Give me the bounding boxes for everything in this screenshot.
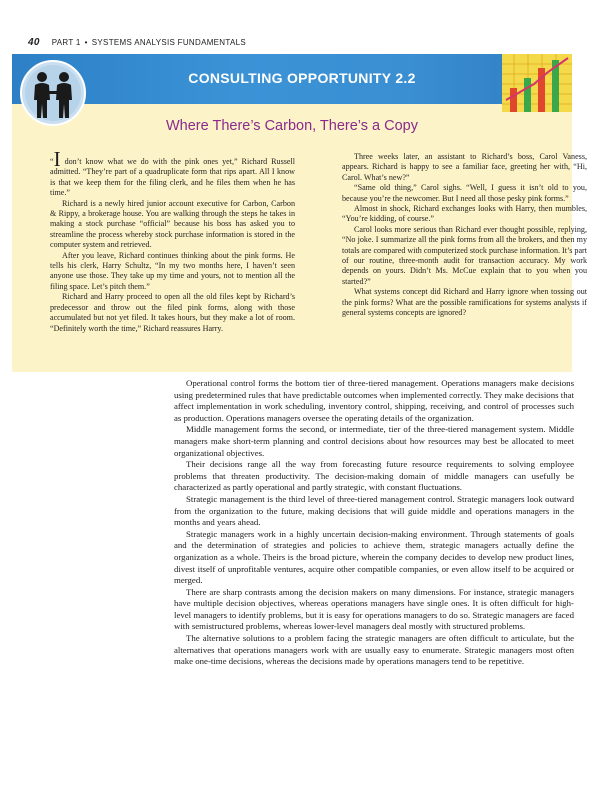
separator-bullet: • <box>84 37 88 47</box>
case-paragraph <box>50 147 295 199</box>
body-paragraph: There are sharp contrasts among the decision makers on many dimensions. For instance, strategic managers have multiple decision objectives, whereas operations managers have single ones. It is often difficult for high-level managers to identify problems, but it is easy for operations managers to do so. Strategic managers are faced with semistructured problems, whereas lower-level managers deal mostly with structured problems. <box>174 586 574 632</box>
opening-quote: “ <box>50 157 54 166</box>
drop-cap: I <box>53 147 61 171</box>
section-name: SYSTEMS ANALYSIS FUNDAMENTALS <box>91 37 246 47</box>
bar-graph-decoration-icon <box>502 54 572 112</box>
box-subtitle: Where There’s Carbon, There’s a Copy <box>165 118 418 134</box>
case-paragraph: Carol looks more serious than Richard ever thought possible, replying, “No joke. I summarize all the pink forms from all the brokers, and then my totals are compared with computerized stock purchase information. It’s part of our routine, three-month audit for transaction accuracy. My work depends on yours. Didn’t Ms. McCue explain that to you when you started?” <box>342 224 587 286</box>
part-label <box>52 38 246 47</box>
part-number: PART 1 <box>51 37 81 47</box>
case-paragraph: Three weeks later, an assistant to Richard’s boss, Carol Vaness, appears. Richard is happy to see a familiar face, greeting her with, “Hi, Carol. What’s new?” <box>342 152 587 182</box>
case-paragraph: Almost in shock, Richard exchanges looks with Harry, then mumbles, “You’re kidding, of course.” <box>342 204 587 224</box>
consultants-handshake-icon <box>20 60 86 126</box>
main-body-text <box>174 378 574 668</box>
body-paragraph: The alternative solutions to a problem facing the strategic managers are often difficult to articulate, but the alternatives that operations managers work with are usually easy to enumerate. Strategic managers most often make one-time decisions, whereas the decisions made by operations managers tend to be repetitive. <box>174 633 574 667</box>
case-left-column <box>50 147 295 334</box>
case-question: What systems concept did Richard and Harry ignore when tossing out the pink forms? What are the possible ramifications for systems analysts if general systems concepts are ignored? <box>342 287 587 318</box>
body-paragraph: Strategic management is the third level of three-tiered management control. Strategic managers look outward from the organization to the future, making decisions that will guide middle and operations managers in the months and years ahead. <box>174 493 574 528</box>
case-right-column <box>342 152 587 319</box>
header-band <box>12 54 572 104</box>
case-paragraph: Richard is a newly hired junior account executive for Carbon, Carbon & Rippy, a brokerage house. You are walking through the steps he takes in making a stock purchase “official” because his boss has asked you to streamline the process whereby stock purchase information is stored in the computer system and retrieved. <box>50 198 295 250</box>
case-paragraph: “Same old thing,” Carol sighs. “Well, I guess it isn’t old to you, because you’re the newcomer. But I need all those pesky pink forms.” <box>342 183 587 203</box>
body-paragraph: Operational control forms the bottom tier of three-tiered management. Operations managers make decisions using predetermined rules that have predictable outcomes when implemented correctly. They make decisions that affect implementation in work scheduling, inventory control, shipping, receiving, and control of processes such as production. Operations managers oversee the operating details of the organization. <box>174 378 574 423</box>
first-paragraph-text: don’t know what we do with the pink ones yet,” Richard Russell admitted. “They’re part of a quadruplicate form that rips apart. All I know is that we keep them for the filing clerk, and he files them when he has time.” <box>50 157 295 198</box>
body-paragraph: Their decisions range all the way from forecasting future resource requirements to solving employee problems that threaten productivity. The decision-making domain of middle managers can usefully be characterized as partly operational and partly strategic, with constant fluctuations. <box>174 459 574 493</box>
case-paragraph: Richard and Harry proceed to open all the old files kept by Richard’s predecessor and throw out the filed pink forms, along with those accumulated but not yet filed. It takes hours, but they make a lot of room. “Definitely worth the time,” Richard reassures Harry. <box>50 292 295 333</box>
body-paragraph: Strategic managers work in a highly uncertain decision-making environment. Through statements of goals and the determination of strategies and policies to achieve them, strategic managers actually define the organization as a whole. Theirs is the broad picture, wherein the company decides to develop new product lines, divest itself of unprofitable ventures, acquire other compatible companies, or even allow itself to be acquired or merged. <box>174 528 574 586</box>
body-paragraph: Middle management forms the second, or intermediate, tier of the three-tiered management system. Middle managers make short-term planning and control decisions about how resources may best be allocated to meet organizational objectives. <box>174 424 574 458</box>
consulting-opportunity-box <box>12 54 587 372</box>
running-head <box>28 36 246 48</box>
page-number: 40 <box>28 36 40 48</box>
box-heading: CONSULTING OPPORTUNITY 2.2 <box>188 70 416 86</box>
case-paragraph: After you leave, Richard continues thinking about the pink forms. He tells his clerk, Harry Schultz, “In my two months here, I haven’t seen anyone use those. They take up my time and yours, not to mention all the filing space. Let’s pitch them.” <box>50 250 295 291</box>
